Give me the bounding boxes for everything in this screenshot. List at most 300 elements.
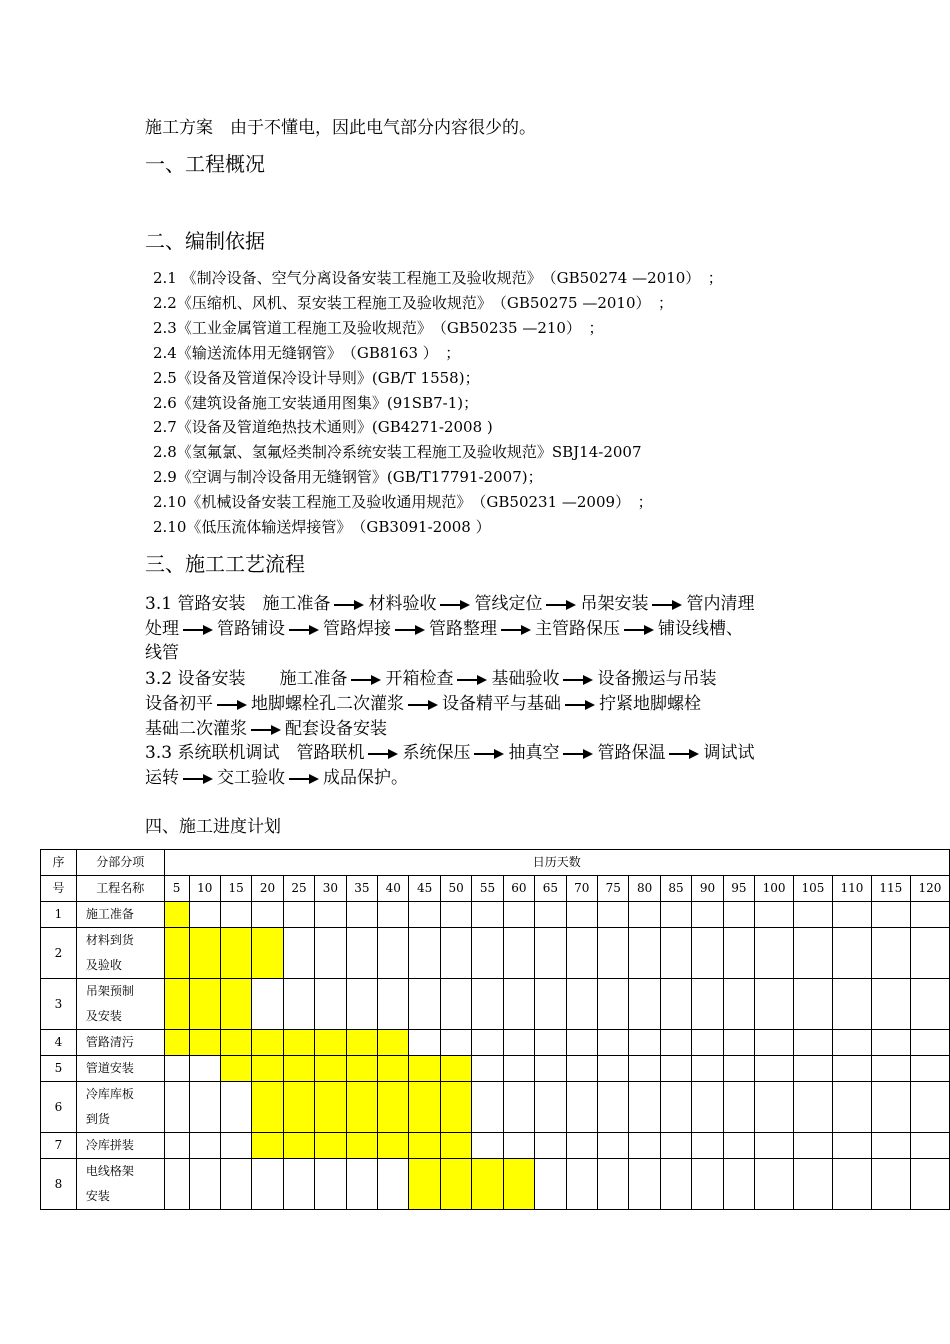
day-header: 60 <box>503 876 534 902</box>
day-header: 15 <box>220 876 251 902</box>
schedule-cell <box>252 979 283 1030</box>
day-header: 70 <box>566 876 597 902</box>
schedule-cell <box>660 1082 691 1133</box>
flow-step: 管线定位 <box>474 594 543 614</box>
schedule-cell <box>660 902 691 928</box>
schedule-cell <box>723 979 754 1030</box>
schedule-cell <box>723 902 754 928</box>
flow-step: 成品保护。 <box>323 768 408 788</box>
arrow-right-icon <box>368 748 398 760</box>
section-title-overview: 一、工程概况 <box>145 152 265 176</box>
flow-step: 3.2 设备安装 施工准备 <box>145 669 348 689</box>
schedule-cell <box>629 1082 660 1133</box>
schedule-cell <box>832 1030 871 1056</box>
day-header: 95 <box>723 876 754 902</box>
section-title-process: 三、施工工艺流程 <box>145 552 305 576</box>
row-name <box>76 1082 164 1133</box>
row-number: 5 <box>41 1056 77 1082</box>
schedule-cell <box>566 1030 597 1056</box>
schedule-cell <box>723 1082 754 1133</box>
schedule-cell <box>440 1030 471 1056</box>
schedule-bar-cell <box>252 1056 283 1082</box>
schedule-cell <box>660 1159 691 1210</box>
schedule-cell <box>598 1056 629 1082</box>
schedule-bar-cell <box>440 1133 471 1159</box>
schedule-cell <box>629 979 660 1030</box>
schedule-bar-cell <box>378 1056 409 1082</box>
schedule-cell <box>871 1159 910 1210</box>
arrow-right-icon <box>351 674 381 686</box>
schedule-bar-cell <box>252 1030 283 1056</box>
schedule-cell <box>315 928 346 979</box>
schedule-bar-cell <box>283 1030 314 1056</box>
reference-item: 2.1 《制冷设备、空气分离设备安装工程施工及验收规范》 （GB50274 —2010） ； <box>153 269 723 287</box>
schedule-cell <box>692 902 723 928</box>
schedule-cell <box>794 1133 833 1159</box>
schedule-cell <box>315 979 346 1030</box>
schedule-cell <box>346 902 377 928</box>
schedule-cell <box>252 902 283 928</box>
schedule-cell <box>472 1056 503 1082</box>
flow-step: 处理 <box>145 619 179 639</box>
schedule-cell <box>503 928 534 979</box>
schedule-cell <box>723 1133 754 1159</box>
day-header: 35 <box>346 876 377 902</box>
day-header: 40 <box>378 876 409 902</box>
schedule-table <box>40 849 950 1210</box>
header-name: 工程名称 <box>76 876 164 902</box>
table-row <box>41 902 950 928</box>
schedule-bar-cell <box>220 979 251 1030</box>
schedule-cell <box>378 902 409 928</box>
schedule-bar-cell <box>472 1159 503 1210</box>
day-header: 90 <box>692 876 723 902</box>
schedule-cell <box>910 1056 949 1082</box>
schedule-cell <box>440 902 471 928</box>
schedule-bar-cell <box>189 1030 220 1056</box>
schedule-cell <box>220 1159 251 1210</box>
flow-step: 主管路保压 <box>535 619 620 639</box>
day-header: 115 <box>871 876 910 902</box>
schedule-cell <box>832 1133 871 1159</box>
arrow-right-icon <box>440 599 470 611</box>
day-header: 50 <box>440 876 471 902</box>
schedule-cell <box>692 1056 723 1082</box>
schedule-cell <box>346 1159 377 1210</box>
day-header: 110 <box>832 876 871 902</box>
header-days: 日历天数 <box>164 850 949 876</box>
schedule-cell <box>535 1133 566 1159</box>
row-name-line: 到货 <box>85 1112 110 1126</box>
schedule-cell <box>660 1133 691 1159</box>
schedule-cell <box>566 1159 597 1210</box>
schedule-cell <box>910 979 949 1030</box>
schedule-cell <box>535 1082 566 1133</box>
schedule-cell <box>378 928 409 979</box>
row-name <box>76 902 164 928</box>
schedule-bar-cell <box>440 1056 471 1082</box>
schedule-cell <box>629 902 660 928</box>
schedule-cell <box>503 1133 534 1159</box>
schedule-cell <box>566 1082 597 1133</box>
row-name <box>76 1133 164 1159</box>
schedule-cell <box>660 979 691 1030</box>
schedule-cell <box>910 1082 949 1133</box>
flow-line <box>145 589 754 614</box>
schedule-cell <box>409 1030 440 1056</box>
schedule-cell <box>315 1159 346 1210</box>
schedule-cell <box>566 928 597 979</box>
reference-item: 2.8《氢氟氯、氢氟烃类制冷系统安装工程施工及验收规范》SBJ14-2007 <box>153 443 642 461</box>
schedule-bar-cell <box>252 1082 283 1133</box>
header-seq: 序 <box>41 850 77 876</box>
schedule-bar-cell <box>189 979 220 1030</box>
schedule-cell <box>910 928 949 979</box>
schedule-cell <box>472 1133 503 1159</box>
schedule-cell <box>598 979 629 1030</box>
flow-step: 交工验收 <box>217 768 285 788</box>
day-header: 80 <box>629 876 660 902</box>
schedule-cell <box>535 1030 566 1056</box>
schedule-cell <box>629 1056 660 1082</box>
schedule-cell <box>832 979 871 1030</box>
flow-step: 管路焊接 <box>323 619 391 639</box>
arrow-right-icon <box>217 699 247 711</box>
schedule-cell <box>755 1056 794 1082</box>
schedule-bar-cell <box>503 1159 534 1210</box>
arrow-right-icon <box>546 599 576 611</box>
schedule-cell <box>755 902 794 928</box>
schedule-bar-cell <box>164 979 189 1030</box>
row-name <box>76 1159 164 1210</box>
schedule-cell <box>910 1133 949 1159</box>
flow-step: 管路保温 <box>597 743 666 763</box>
flow-step: 3.1 管路安装 施工准备 <box>145 594 331 614</box>
schedule-cell <box>503 902 534 928</box>
row-number: 7 <box>41 1133 77 1159</box>
row-name-line: 冷库库板 <box>85 1087 134 1101</box>
arrow-right-icon <box>395 624 425 636</box>
schedule-cell <box>378 979 409 1030</box>
schedule-cell <box>871 1030 910 1056</box>
schedule-cell <box>283 928 314 979</box>
schedule-cell <box>315 902 346 928</box>
day-header: 75 <box>598 876 629 902</box>
reference-item: 2.6《建筑设备施工安装通用图集》(91SB7-1)； <box>153 394 479 412</box>
flow-step: 抽真空 <box>508 743 560 763</box>
schedule-cell <box>409 928 440 979</box>
table-row <box>41 979 950 1030</box>
reference-item: 2.10《机械设备安装工程施工及验收通用规范》 （GB50231 —2009） ； <box>153 493 653 511</box>
schedule-bar-cell <box>315 1133 346 1159</box>
schedule-bar-cell <box>220 1056 251 1082</box>
schedule-cell <box>346 979 377 1030</box>
schedule-cell <box>189 1082 220 1133</box>
arrow-right-icon <box>183 624 213 636</box>
flow-step: 设备精平与基础 <box>442 694 561 714</box>
schedule-cell <box>283 979 314 1030</box>
schedule-cell <box>598 1082 629 1133</box>
flow-line <box>145 664 716 689</box>
arrow-right-icon <box>624 624 654 636</box>
row-number: 6 <box>41 1082 77 1133</box>
schedule-bar-cell <box>346 1056 377 1082</box>
arrow-right-icon <box>183 773 213 785</box>
schedule-cell <box>252 1159 283 1210</box>
schedule-cell <box>503 1030 534 1056</box>
flow-step: 管内清理 <box>686 594 755 614</box>
flow-line <box>145 689 701 714</box>
schedule-cell <box>871 928 910 979</box>
schedule-bar-cell <box>315 1056 346 1082</box>
schedule-cell <box>598 902 629 928</box>
schedule-cell <box>871 979 910 1030</box>
flow-line <box>145 763 408 788</box>
schedule-bar-cell <box>315 1030 346 1056</box>
table-row <box>41 1082 950 1133</box>
schedule-cell <box>598 928 629 979</box>
flow-step: 开箱检查 <box>385 669 454 689</box>
schedule-cell <box>566 1056 597 1082</box>
schedule-cell <box>910 1030 949 1056</box>
schedule-cell <box>598 1030 629 1056</box>
schedule-bar-cell <box>346 1133 377 1159</box>
schedule-cell <box>535 979 566 1030</box>
reference-item: 2.2《压缩机、风机、泵安装工程施工及验收规范》 （GB50275 —2010） ； <box>153 294 674 312</box>
schedule-bar-cell <box>409 1056 440 1082</box>
schedule-bar-cell <box>283 1133 314 1159</box>
schedule-cell <box>503 1082 534 1133</box>
schedule-cell <box>189 1133 220 1159</box>
reference-item: 2.10《低压流体输送焊接管》 （GB3091-2008 ） <box>153 518 491 536</box>
schedule-bar-cell <box>164 902 189 928</box>
schedule-cell <box>503 1056 534 1082</box>
schedule-cell <box>598 1159 629 1210</box>
table-row <box>41 1159 950 1210</box>
row-name <box>76 1056 164 1082</box>
schedule-cell <box>794 1159 833 1210</box>
reference-item: 2.4《输送流体用无缝钢管》 （GB8163 ） ； <box>153 344 461 362</box>
day-header: 120 <box>910 876 949 902</box>
flow-line <box>145 738 754 763</box>
flow-step: 铺设线槽、 <box>658 619 743 639</box>
row-number: 4 <box>41 1030 77 1056</box>
schedule-cell <box>164 1056 189 1082</box>
schedule-cell <box>346 928 377 979</box>
schedule-cell <box>566 1133 597 1159</box>
schedule-cell <box>409 979 440 1030</box>
arrow-right-icon <box>652 599 682 611</box>
schedule-cell <box>472 928 503 979</box>
schedule-bar-cell <box>283 1056 314 1082</box>
schedule-bar-cell <box>409 1159 440 1210</box>
reference-item: 2.3《工业金属管道工程施工及验收规范》 （GB50235 —210） ； <box>153 319 604 337</box>
table-row <box>41 928 950 979</box>
row-name-line: 施工准备 <box>85 907 134 921</box>
schedule-cell <box>755 1133 794 1159</box>
schedule-cell <box>535 928 566 979</box>
schedule-bar-cell <box>252 1133 283 1159</box>
arrow-right-icon <box>565 699 595 711</box>
schedule-cell <box>910 902 949 928</box>
flow-line <box>145 638 179 663</box>
schedule-cell <box>189 1159 220 1210</box>
schedule-cell <box>164 1159 189 1210</box>
schedule-cell <box>660 1056 691 1082</box>
schedule-cell <box>629 928 660 979</box>
row-name <box>76 928 164 979</box>
row-name-line: 安装 <box>85 1189 110 1203</box>
row-name-line: 吊架预制 <box>85 984 134 998</box>
row-name-line: 管路清污 <box>85 1035 134 1049</box>
schedule-cell <box>832 902 871 928</box>
row-number: 3 <box>41 979 77 1030</box>
flow-step: 系统保压 <box>402 743 471 763</box>
schedule-bar-cell <box>220 928 251 979</box>
schedule-bar-cell <box>409 1133 440 1159</box>
header-seq: 号 <box>41 876 77 902</box>
schedule-cell <box>692 979 723 1030</box>
row-name-line: 冷库拼装 <box>85 1138 134 1152</box>
arrow-right-icon <box>334 599 364 611</box>
schedule-bar-cell <box>346 1030 377 1056</box>
schedule-cell <box>535 1056 566 1082</box>
schedule-bar-cell <box>252 928 283 979</box>
flow-step: 材料验收 <box>368 594 437 614</box>
schedule-bar-cell <box>378 1133 409 1159</box>
schedule-cell <box>440 928 471 979</box>
row-number: 8 <box>41 1159 77 1210</box>
flow-step: 管路整理 <box>429 619 497 639</box>
schedule-cell <box>535 1159 566 1210</box>
schedule-cell <box>472 979 503 1030</box>
schedule-bar-cell <box>189 928 220 979</box>
schedule-bar-cell <box>315 1082 346 1133</box>
schedule-cell <box>692 1082 723 1133</box>
schedule-cell <box>220 902 251 928</box>
schedule-cell <box>692 1159 723 1210</box>
schedule-cell <box>378 1159 409 1210</box>
schedule-cell <box>794 1056 833 1082</box>
schedule-cell <box>164 1082 189 1133</box>
schedule-cell <box>629 1159 660 1210</box>
schedule-cell <box>283 1159 314 1210</box>
day-header: 85 <box>660 876 691 902</box>
schedule-cell <box>794 1030 833 1056</box>
section-title-schedule: 四、施工进度计划 <box>145 817 281 837</box>
intro-text: 施工方案 由于不懂电，因此电气部分内容很少的。 <box>145 118 536 138</box>
table-row <box>41 1056 950 1082</box>
arrow-right-icon <box>457 674 487 686</box>
schedule-cell <box>472 1082 503 1133</box>
table-row <box>41 1133 950 1159</box>
flow-step: 调试试 <box>703 743 755 763</box>
schedule-cell <box>660 1030 691 1056</box>
schedule-bar-cell <box>164 928 189 979</box>
schedule-cell <box>220 1133 251 1159</box>
flow-step: 吊架安装 <box>580 594 649 614</box>
schedule-cell <box>189 902 220 928</box>
schedule-bar-cell <box>378 1030 409 1056</box>
arrow-right-icon <box>408 699 438 711</box>
schedule-cell <box>660 928 691 979</box>
row-name <box>76 1030 164 1056</box>
reference-item: 2.5《设备及管道保冷设计导则》(GB/T 1558)； <box>153 369 480 387</box>
arrow-right-icon <box>289 773 319 785</box>
schedule-cell <box>629 1133 660 1159</box>
schedule-cell <box>794 902 833 928</box>
section-title-basis: 二、编制依据 <box>145 229 265 253</box>
schedule-cell <box>723 1056 754 1082</box>
day-header: 100 <box>755 876 794 902</box>
schedule-cell <box>598 1133 629 1159</box>
schedule-cell <box>832 1082 871 1133</box>
schedule-cell <box>189 1056 220 1082</box>
schedule-cell <box>794 928 833 979</box>
schedule-cell <box>566 902 597 928</box>
row-name-line: 及安装 <box>85 1009 122 1023</box>
flow-step: 基础验收 <box>491 669 560 689</box>
schedule-cell <box>755 1030 794 1056</box>
schedule-cell <box>440 979 471 1030</box>
schedule-cell <box>794 979 833 1030</box>
schedule-bar-cell <box>440 1159 471 1210</box>
schedule-cell <box>535 902 566 928</box>
schedule-cell <box>164 1133 189 1159</box>
reference-item: 2.9《空调与制冷设备用无缝钢管》(GB/T17791-2007)； <box>153 468 543 486</box>
schedule-cell <box>692 928 723 979</box>
schedule-cell <box>220 1082 251 1133</box>
arrow-right-icon <box>669 748 699 760</box>
flow-line <box>145 614 743 639</box>
row-name <box>76 979 164 1030</box>
reference-item: 2.7《设备及管道绝热技术通则》(GB4271-2008 ) <box>153 418 493 436</box>
schedule-cell <box>871 1056 910 1082</box>
flow-step: 设备搬运与吊装 <box>597 669 717 689</box>
schedule-cell <box>629 1030 660 1056</box>
schedule-cell <box>723 1030 754 1056</box>
flow-step: 3.3 系统联机调试 管路联机 <box>145 743 365 763</box>
flow-line <box>145 714 387 739</box>
flow-step: 运转 <box>145 768 179 788</box>
schedule-cell <box>283 902 314 928</box>
row-name-line: 电线格架 <box>85 1164 134 1178</box>
day-header: 55 <box>472 876 503 902</box>
day-header: 65 <box>535 876 566 902</box>
day-header: 25 <box>283 876 314 902</box>
schedule-cell <box>755 1082 794 1133</box>
day-header: 30 <box>315 876 346 902</box>
schedule-cell <box>692 1030 723 1056</box>
flow-step: 拧紧地脚螺栓 <box>599 694 701 714</box>
schedule-cell <box>692 1133 723 1159</box>
day-header: 105 <box>794 876 833 902</box>
schedule-bar-cell <box>283 1082 314 1133</box>
arrow-right-icon <box>563 748 593 760</box>
row-name-line: 及验收 <box>85 958 122 972</box>
schedule-cell <box>723 928 754 979</box>
arrow-right-icon <box>474 748 504 760</box>
schedule-cell <box>472 902 503 928</box>
table-row <box>41 1030 950 1056</box>
schedule-bar-cell <box>409 1082 440 1133</box>
schedule-cell <box>871 1082 910 1133</box>
flow-step: 地脚螺栓孔二次灌浆 <box>251 694 404 714</box>
arrow-right-icon <box>289 624 319 636</box>
schedule-bar-cell <box>346 1082 377 1133</box>
flow-step: 配套设备安装 <box>285 719 387 739</box>
day-header: 10 <box>189 876 220 902</box>
